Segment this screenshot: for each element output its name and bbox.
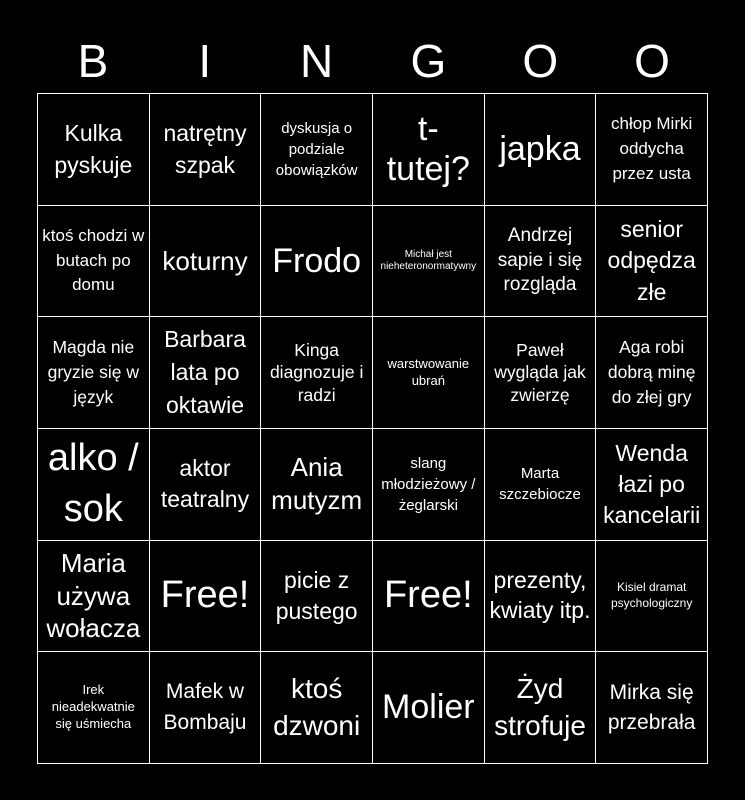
bingo-cell[interactable] xyxy=(596,317,708,429)
bingo-cell[interactable] xyxy=(38,94,150,206)
bingo-cell[interactable] xyxy=(485,206,597,318)
bingo-header xyxy=(37,30,708,92)
cell-label: Andrzej sapie i się rozgląda xyxy=(497,224,583,296)
cell-label: Free! xyxy=(383,574,473,617)
bingo-cell[interactable] xyxy=(261,94,373,206)
cell-label: Mafek w Bombaju xyxy=(163,680,247,734)
cell-label: Kinga diagnozuje i radzi xyxy=(269,339,364,406)
bingo-cell[interactable] xyxy=(38,317,150,429)
bingo-cell[interactable] xyxy=(261,317,373,429)
bingo-cell[interactable] xyxy=(150,652,262,764)
bingo-cell[interactable] xyxy=(485,429,597,541)
cell-label: Free! xyxy=(160,574,250,617)
bingo-cell[interactable] xyxy=(38,541,150,653)
bingo-cell[interactable] xyxy=(150,94,262,206)
cell-label: warstwowanie ubrań xyxy=(387,355,470,388)
bingo-cell[interactable] xyxy=(150,429,262,541)
bingo-cell[interactable] xyxy=(38,206,150,318)
cell-label: Marta szczebiocze xyxy=(499,465,581,504)
bingo-board xyxy=(37,93,708,764)
cell-label: Frodo xyxy=(272,241,362,280)
cell-label: Irek nieadekwatnie się uśmiecha xyxy=(51,682,135,732)
cell-label: Żyd strofuje xyxy=(494,673,586,741)
cell-label: Kisiel dramat psychologiczny xyxy=(610,580,693,610)
header-letter-i: I xyxy=(198,35,212,87)
bingo-cell[interactable] xyxy=(373,541,485,653)
bingo-cell[interactable] xyxy=(596,652,708,764)
bingo-cell[interactable] xyxy=(261,652,373,764)
cell-label: japka xyxy=(499,129,581,168)
bingo-cell[interactable] xyxy=(150,317,262,429)
cell-label: chłop Mirki oddycha przez usta xyxy=(611,114,693,183)
bingo-cell[interactable] xyxy=(261,541,373,653)
bingo-cell[interactable] xyxy=(261,429,373,541)
cell-label: prezenty, kwiaty itp. xyxy=(489,567,591,623)
cell-label: Molier xyxy=(382,688,475,727)
header-letter-o: O xyxy=(522,35,559,87)
bingo-cell[interactable] xyxy=(150,206,262,318)
cell-label: Mirka się przebrała xyxy=(607,681,696,734)
bingo-cell[interactable] xyxy=(150,541,262,653)
header-letter-n: N xyxy=(299,35,334,87)
cell-label: ktoś dzwoni xyxy=(273,673,361,741)
cell-label: koturny xyxy=(162,245,248,276)
cell-label: Ania mutyzm xyxy=(271,451,363,516)
bingo-cell[interactable] xyxy=(373,206,485,318)
cell-label: Michał jest nieheteronormatywny xyxy=(380,249,477,272)
cell-label: dyskusja o podziale obowiązków xyxy=(275,119,358,179)
bingo-cell[interactable] xyxy=(485,317,597,429)
bingo-cell[interactable] xyxy=(596,429,708,541)
cell-label: senior odpędza złe xyxy=(607,216,696,305)
bingo-cell[interactable] xyxy=(38,652,150,764)
header-letter-b: B xyxy=(77,35,109,87)
bingo-cell[interactable] xyxy=(373,317,485,429)
bingo-cell[interactable] xyxy=(373,94,485,206)
cell-label: slang młodzieżowy / żeglarski xyxy=(381,454,476,514)
cell-label: alko / sok xyxy=(47,437,139,531)
cell-label: Barbara lata po oktawie xyxy=(164,325,246,419)
cell-label: Wenda łazi po kancelarii xyxy=(603,439,701,528)
cell-label: t-tutej? xyxy=(386,109,470,189)
cell-label: Magda nie gryzie się w język xyxy=(47,336,140,408)
cell-label: Paweł wygląda jak zwierzę xyxy=(494,339,586,406)
bingo-cell[interactable] xyxy=(373,429,485,541)
cell-label: picie z pustego xyxy=(275,566,358,624)
bingo-cell[interactable] xyxy=(596,541,708,653)
bingo-cell[interactable] xyxy=(596,206,708,318)
cell-label: Aga robi dobrą minę do złej gry xyxy=(607,336,696,408)
header-letter-g: G xyxy=(410,35,447,87)
bingo-cell[interactable] xyxy=(485,541,597,653)
bingo-cell[interactable] xyxy=(485,652,597,764)
bingo-cell[interactable] xyxy=(373,652,485,764)
bingo-cell[interactable] xyxy=(38,429,150,541)
bingo-cell[interactable] xyxy=(261,206,373,318)
cell-label: Maria używa wołacza xyxy=(46,548,141,644)
cell-label: aktor teatralny xyxy=(160,455,250,513)
cell-label: ktoś chodzi w butach po domu xyxy=(42,226,145,295)
bingo-cell[interactable] xyxy=(596,94,708,206)
bingo-cell[interactable] xyxy=(485,94,597,206)
header-letter-o2: O xyxy=(634,35,670,87)
cell-label: Kulka pyskuje xyxy=(54,120,133,179)
cell-label: natrętny szpak xyxy=(163,120,247,179)
